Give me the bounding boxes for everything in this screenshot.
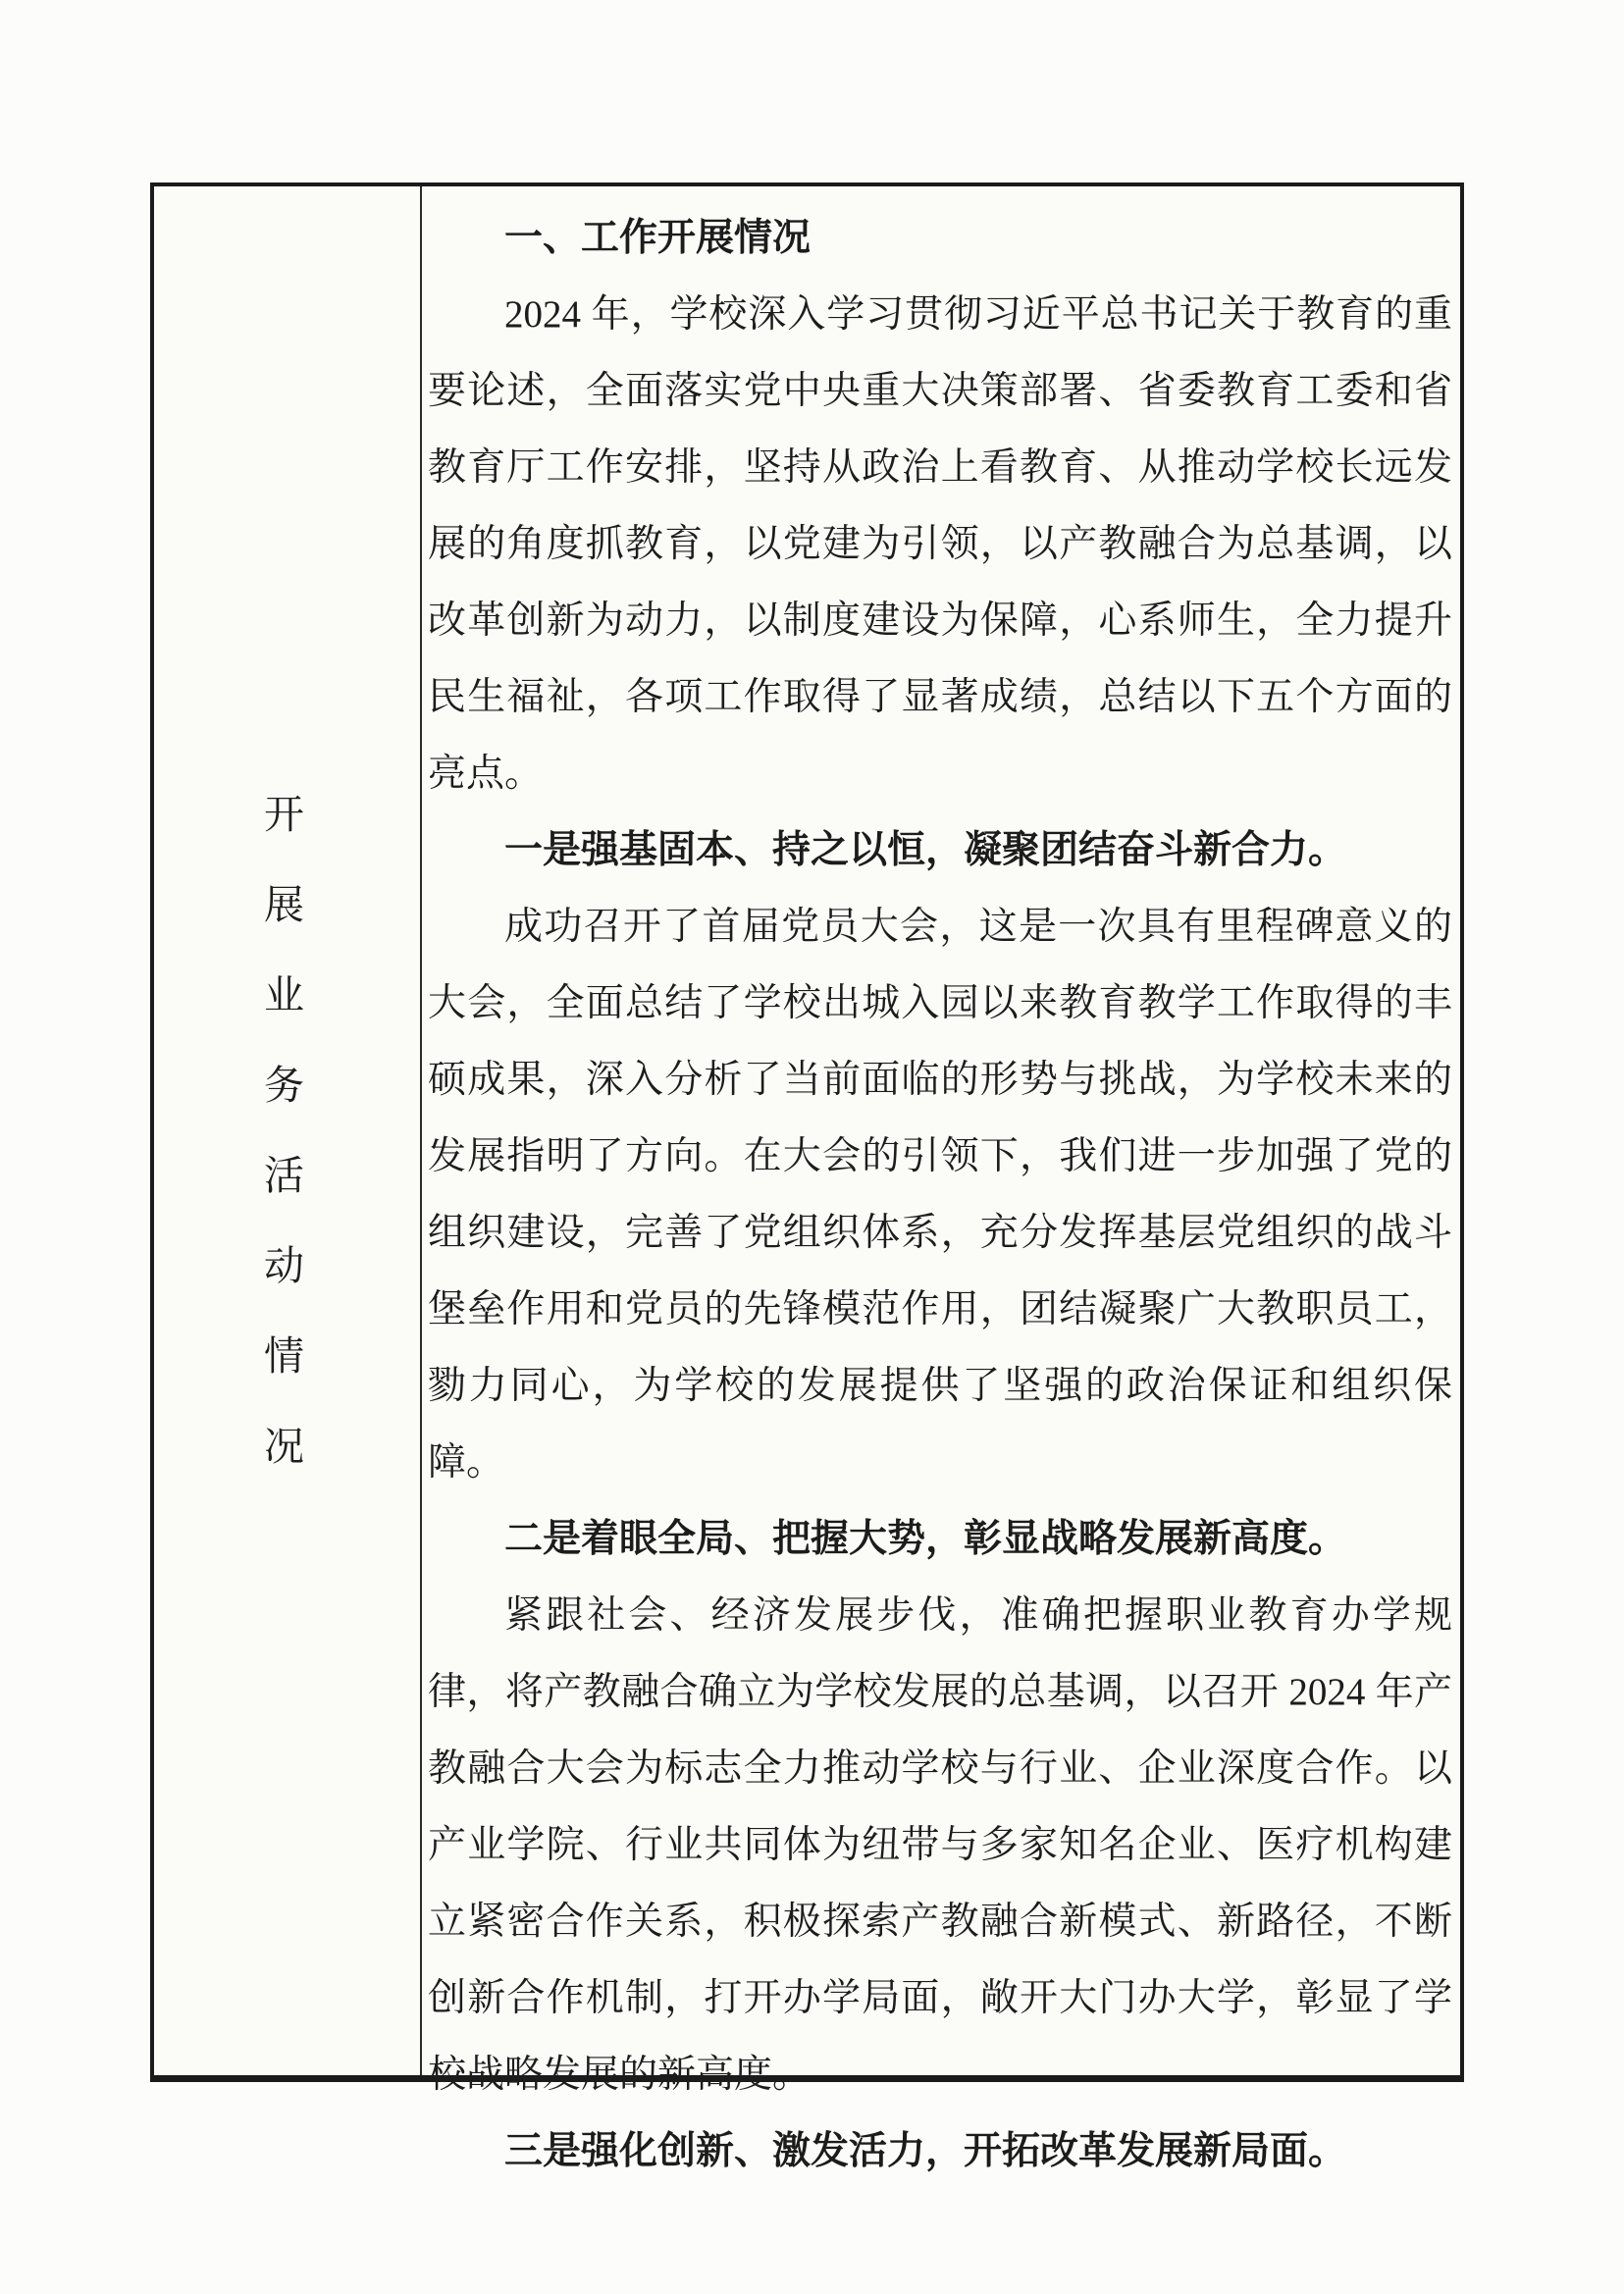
- paragraph-point-2: 紧跟社会、经济发展步伐，准确把握职业教育办学规律，将产教融合确立为学校发展的总基调，以召开 2024 年产教融合大会为标志全力推动学校与行业、企业深度合作。以产业学院、行业共同体为纽带与多家知名企业、医疗机构建立紧密合作关系，积极探索产教融合新模式、新路径，不断创新合作机制，打开办学局面，敞开大门办大学，彰显了学校战略发展的新高度。: [428, 1594, 1452, 2096]
- row-header-char: 况: [264, 1424, 310, 1469]
- row-header-char: 动: [264, 1243, 310, 1288]
- report-table: [150, 182, 1464, 2172]
- section-heading: 一、工作开展情况: [504, 217, 812, 259]
- row-header-label: [264, 792, 310, 1469]
- content-cell: [422, 186, 1460, 2172]
- row-header-char: 业: [264, 972, 310, 1017]
- subhead-point-3: 三是强化创新、激发活力，开拓改革发展新局面。: [504, 2130, 1347, 2172]
- row-header-char: 开: [264, 792, 310, 837]
- row-header-char: 情: [264, 1333, 310, 1379]
- row-header-char: 展: [264, 882, 310, 927]
- paragraph-overview: 2024 年，学校深入学习贯彻习近平总书记关于教育的重要论述，全面落实党中央重大决策部署、省委教育工委和省教育厅工作安排，坚持从政治上看教育、从推动学校长远发展的角度抓教育，以党建为引领，以产教融合为总基调，以改革创新为动力，以制度建设为保障，心系师生，全力提升民生福祉，各项工作取得了显著成绩，总结以下五个方面的亮点。: [428, 293, 1452, 795]
- subhead-point-2: 二是着眼全局、把握大势，彰显战略发展新高度。: [504, 1518, 1347, 1560]
- subhead-point-1: 一是强基固本、持之以恒，凝聚团结奋斗新合力。: [504, 829, 1347, 871]
- row-header-char: 活: [264, 1153, 310, 1198]
- row-header-cell: [154, 186, 422, 2075]
- row-header-char: 务: [264, 1063, 310, 1108]
- paragraph-point-1: 成功召开了首届党员大会，这是一次具有里程碑意义的大会，全面总结了学校出城入园以来教育教学工作取得的丰硕成果，深入分析了当前面临的形势与挑战，为学校未来的发展指明了方向。在大会的引领下，我们进一步加强了党的组织建设，完善了党组织体系，充分发挥基层党组织的战斗堡垒作用和党员的先锋模范作用，团结凝聚广大教职员工，勠力同心，为学校的发展提供了坚强的政治保证和组织保障。: [428, 906, 1452, 1484]
